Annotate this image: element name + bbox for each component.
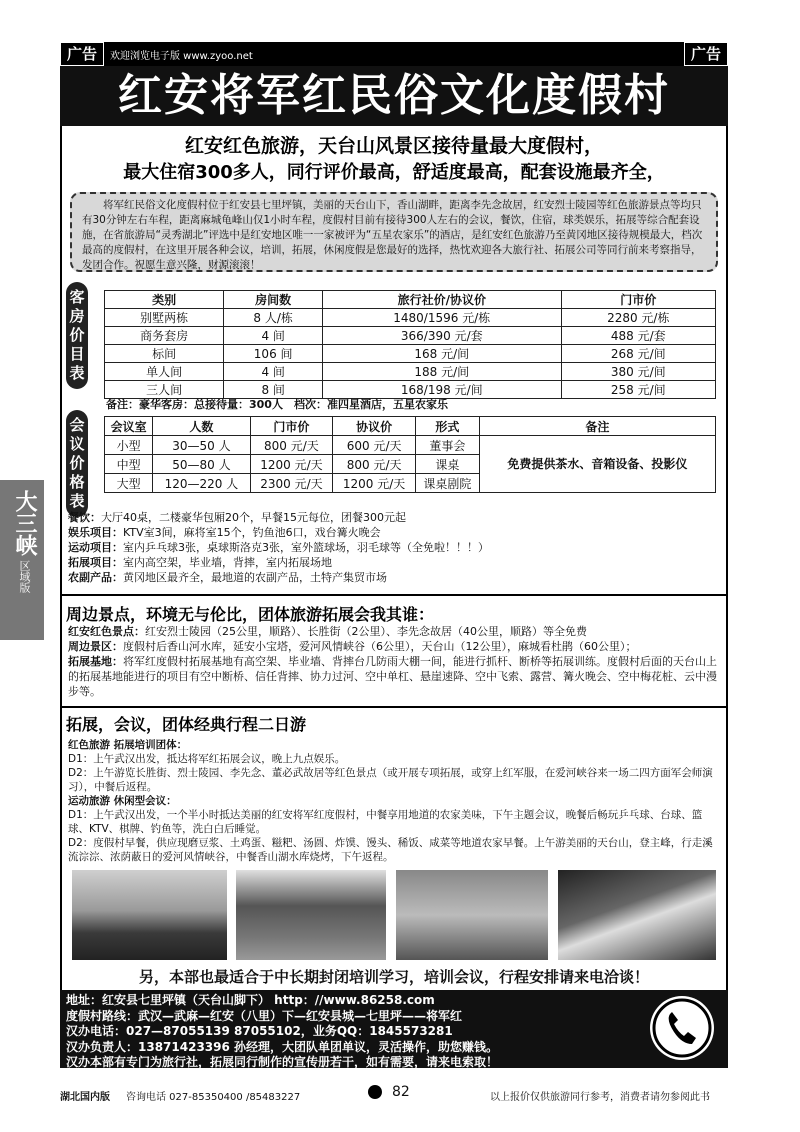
ad-label-right: 广告: [684, 42, 728, 66]
col-agreement: 协议价: [333, 417, 416, 436]
table-row: [105, 363, 716, 381]
itinerary-day: D1：上午武汉出发，一个半小时抵达美丽的红安将军红度假村，中餐享用地道的农家美味，下午主题会议，晚餐后畅玩乒乓球、台球、篮球、KTV、棋牌、钓鱼等，洗白白后睡觉。: [68, 809, 703, 835]
side-tab-title: 大三峡: [12, 490, 38, 556]
item-text: 黄冈地区最齐全，最地道的农副产品，土特产集贸市场: [123, 571, 387, 584]
photo-trees: [236, 870, 386, 960]
cell: 董事会: [415, 436, 479, 455]
slogan-line-1: 红安红色旅游，天台山风景区接待量最大度假村，: [184, 135, 603, 157]
cell: 268 元/间: [561, 345, 715, 363]
cell: 1480/1596 元/栋: [322, 309, 561, 327]
photo-stream: [558, 870, 716, 960]
list-item: [68, 540, 718, 555]
item-label: 拓展基地：: [68, 655, 123, 668]
list-item: [68, 624, 718, 639]
list-item: [68, 525, 718, 540]
itinerary-day: D2：度假村早餐，供应现磨豆浆、土鸡蛋、糍粑、汤圆、炸馍、馒头、稀饭、咸菜等地道农家早餐。上午游美丽的天台山，登主峰，行走溪流淙淙、浓荫蔽日的爱河风情峡谷，中餐香山湖水库烧烤，下午返程。: [68, 837, 713, 863]
room-note: 备注：豪华客房：总接待量：300人 档次：准四星酒店，五星农家乐: [106, 398, 448, 411]
side-tab-sub: 区域版: [18, 560, 31, 593]
cell: 标间: [105, 345, 224, 363]
cell: 单人间: [105, 363, 224, 381]
table-row: [105, 436, 716, 455]
contact-bar: [60, 990, 728, 1068]
col-format: 形式: [415, 417, 479, 436]
item-label: 周边景区：: [68, 640, 123, 653]
contact-route: 度假村路线：武汉—武麻—红安（八里）下—红安县城—七里坪——将军红: [66, 1008, 463, 1023]
footer-edition: 湖北国内版: [60, 1092, 110, 1103]
side-tab: [0, 480, 44, 640]
col-retail: 门市价: [250, 417, 333, 436]
contact-manager: 汉办负责人：13871423396 孙经理，大团队单团单议，灵活操作，助您赚钱。: [66, 1039, 499, 1054]
cell: 1200 元/天: [250, 455, 333, 474]
cell: 366/390 元/套: [322, 327, 561, 345]
facilities-list: [68, 510, 718, 585]
list-item: [68, 654, 718, 699]
meeting-price-tag: 会议价格表: [66, 410, 88, 517]
cell: 188 元/间: [322, 363, 561, 381]
cell: 600 元/天: [333, 436, 416, 455]
list-item: [68, 555, 718, 570]
cell: 50—80 人: [153, 455, 250, 474]
cell: 800 元/天: [333, 455, 416, 474]
itinerary-head: 运动旅游 休闲型会议：: [68, 795, 177, 807]
bottom-slogan: 另，本部也最适合于中长期封闭培训学习，培训会议，行程安排请来电洽谈！: [138, 968, 649, 986]
list-item: [68, 510, 718, 525]
list-item: [68, 570, 718, 585]
cell: 商务套房: [105, 327, 224, 345]
item-label: 餐饮：: [68, 511, 101, 524]
cell: 30—50 人: [153, 436, 250, 455]
item-label: 红安红色景点：: [68, 625, 145, 638]
site-url[interactable]: 欢迎浏览电子版 www.zyoo.net: [110, 51, 253, 62]
col-agency-price: 旅行社价/协议价: [322, 291, 561, 309]
cell: 4 间: [224, 363, 323, 381]
cell: 2280 元/栋: [561, 309, 715, 327]
page-number: 82: [392, 1084, 410, 1100]
item-text: 将军红度假村拓展基地有高空架、毕业墙、背摔台几防雨大棚一间，能进行抓杆、断桥等拓展训练。度假村后面的天台山上的拓展基地能进行的项目有空中断桥、信任背摔、协力过河、空中单杠、悬崖速降、空中飞索、露营、篝火晚会、空中梅花桩、云中漫步等。: [68, 655, 717, 698]
col-retail-price: 门市价: [561, 291, 715, 309]
meeting-note: 免费提供茶水、音箱设备、投影仪: [479, 436, 715, 493]
cell: 别墅两栋: [105, 309, 224, 327]
surround-list: [68, 624, 718, 699]
contact-brochure: 汉办本部有专门为旅行社，拓展同行制作的宣传册若干，如有需要，请来电索取！: [66, 1055, 499, 1069]
meeting-price-table: [104, 416, 716, 493]
col-room: 会议室: [105, 417, 153, 436]
col-category: 类别: [105, 291, 224, 309]
cell: 106 间: [224, 345, 323, 363]
cell: 中型: [105, 455, 153, 474]
item-label: 运动项目：: [68, 541, 123, 554]
itinerary-title: 拓展，会议，团体经典行程二日游: [66, 715, 307, 734]
col-people: 人数: [153, 417, 250, 436]
item-label: 娱乐项目：: [68, 526, 123, 539]
item-label: 农副产品：: [68, 571, 123, 584]
cell: 2300 元/天: [250, 474, 333, 493]
item-text: 红安烈士陵园（25公里，顺路）、长胜街（2公里）、李先念故居（40公里，顺路）等全免费: [145, 625, 587, 638]
divider: [62, 594, 726, 596]
itinerary-day: D1：上午武汉出发，抵达将军红拓展会议，晚上九点娱乐。: [68, 753, 346, 765]
divider: [62, 706, 726, 708]
cell: 168 元/间: [322, 345, 561, 363]
cell: 488 元/套: [561, 327, 715, 345]
cell: 258 元/间: [561, 381, 715, 399]
photo-mountain: [72, 870, 227, 960]
table-row: [105, 327, 716, 345]
cell: 8 人/栋: [224, 309, 323, 327]
footer-phone: 咨询电话 027-85350400 /85483227: [126, 1092, 301, 1103]
intro-text: 将军红民俗文化度假村位于红安县七里坪镇，美丽的天台山下，香山湖畔，距离李先念故居，红安烈士陵园等红色旅游景点等均只有30分钟左右车程，距离麻城龟峰山仅1小时车程，度假村目前有接待300人左右的会议，餐饮，住宿，球类娱乐，拓展等综合配套设施，在省旅游局“灵秀湖北”评选中是红安地区唯一一家被评为“五星农家乐”的酒店，是红安红色旅游乃至黄冈地区接待规模最大，档次最高的度假村，在这里开展各种会议，培训，拓展，休闲度假是您最好的选择，热忱欢迎各大旅行社、拓展公司等同行前来考察指导，发团合作。祝愿生意兴隆，财源滚滚！: [82, 199, 703, 271]
cell: 168/198 元/间: [322, 381, 561, 399]
cell: 380 元/间: [561, 363, 715, 381]
table-header-row: [105, 417, 716, 436]
item-text: 大厅40桌，二楼豪华包厢20个，早餐15元每位，团餐300元起: [101, 511, 406, 524]
ad-label-left: 广告: [60, 42, 104, 66]
cell: 8 间: [224, 381, 323, 399]
page-title: 红安将军红民俗文化度假村: [60, 66, 728, 126]
photo-room: [396, 870, 548, 960]
col-rooms: 房间数: [224, 291, 323, 309]
item-text: 度假村后香山河水库，延安小宝塔，爱河风情峡谷（6公里），天台山（12公里），麻城看杜鹃（60公里）；: [123, 640, 637, 653]
item-text: 室内乒乓球3张，桌球斯洛克3张，室外篮球场，羽毛球等（全免啦！！！）: [123, 541, 489, 554]
itinerary-list: [68, 738, 718, 864]
footer-disclaimer: 以上报价仅供旅游同行参考，消费者请勿参阅此书: [490, 1092, 710, 1103]
page-logo-icon: [368, 1085, 382, 1099]
surround-title: 周边景点，环境无与伦比，团体旅游拓展会我其谁：: [66, 605, 435, 624]
cell: 课桌剧院: [415, 474, 479, 493]
table-row: [105, 309, 716, 327]
list-item: [68, 639, 718, 654]
itinerary-day: D2：上午游览长胜街、烈士陵园、李先念、董必武故居等红色景点（或开展专项拓展，或穿上红军服，在爱河峡谷来一场二四方面军会师演习），中餐后返程。: [68, 767, 713, 793]
cell: 三人间: [105, 381, 224, 399]
col-note: 备注: [479, 417, 715, 436]
cell: 课桌: [415, 455, 479, 474]
cell: 小型: [105, 436, 153, 455]
slogan-line-2: 最大住宿300多人，同行评价最高，舒适度最高，配套设施最齐全，: [123, 162, 665, 183]
contact-address: 地址：红安县七里坪镇（天台山脚下） http：//www.86258.com: [66, 993, 435, 1007]
table-row: [105, 345, 716, 363]
itinerary-head: 红色旅游 拓展培训团体：: [68, 739, 188, 751]
cell: 120—220 人: [153, 474, 250, 493]
contact-phone: 汉办电话：027—87055139 87055102，业务QQ：1845573281: [66, 1024, 453, 1038]
item-label: 拓展项目：: [68, 556, 123, 569]
phone-icon: [650, 996, 714, 1060]
cell: 800 元/天: [250, 436, 333, 455]
cell: 1200 元/天: [333, 474, 416, 493]
cell: 4 间: [224, 327, 323, 345]
intro-box: [70, 192, 718, 272]
item-text: KTV室3间，麻将室15个，钓鱼池6口，戏台篝火晚会: [123, 526, 381, 539]
cell: 大型: [105, 474, 153, 493]
room-price-table: [104, 290, 716, 399]
room-price-tag: 客房价目表: [66, 282, 88, 389]
table-header-row: [105, 291, 716, 309]
item-text: 室内高空架，毕业墙，背摔，室内拓展场地: [123, 556, 332, 569]
